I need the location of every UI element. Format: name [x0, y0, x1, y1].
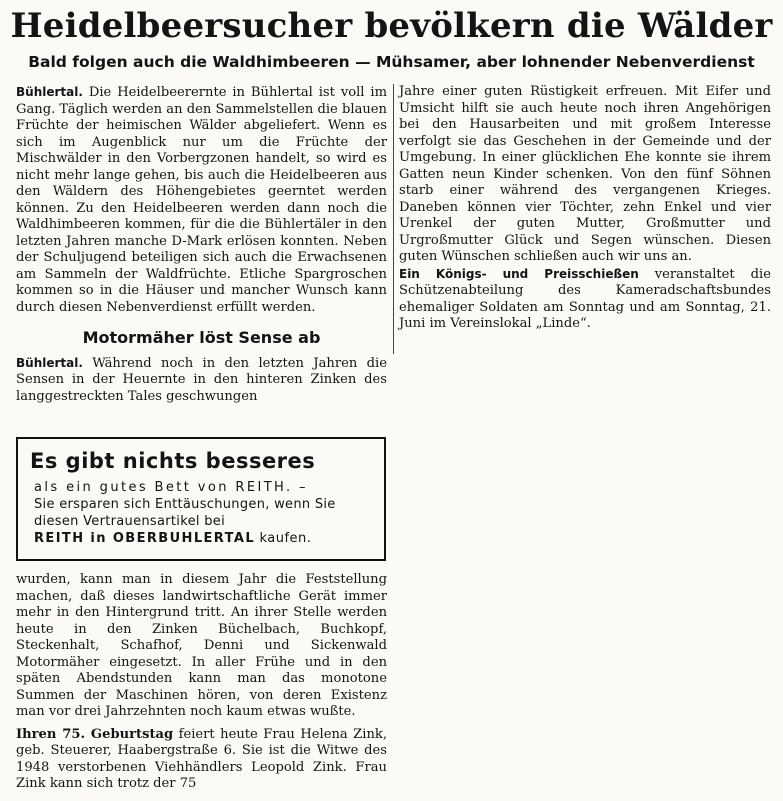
article-heidelbeeren [16, 84, 387, 316]
article-text: veranstaltet die Schützenabteilung des Kameradschaftsbundes ehemaliger Soldaten am Sonntag und am Sonntag, 21. Juni im Vereinslokal „Linde“. [399, 266, 771, 331]
article-geburtstag-part2: Jahre einer guten Rüstigkeit erfreuen. Mit Eifer und Umsicht hilft sie auch heute noch ihren Angehörigen bei den Hausarbeiten und mit großem Interesse verfolgt sie das Geschehen in der Gemeinde und der Umgebung. In einer glücklichen Ehe konnte sie ihrem Gatten neun Kinder schenken. Von den fünf Söhnen starb einer während des vergangenen Krieges. Daneben können vier Töchter, zehn Enkel und vier Urenkel der guten Mutter, Großmutter und Urgroßmutter Glück und Segen wünschen. Diesen guten Wünschen schließen auch wir uns an. [399, 84, 771, 264]
article-lead: Ein Königs- und Preisschießen [399, 266, 639, 281]
article-motormaeher-part1 [16, 355, 387, 406]
ad-title: Es gibt nichts besseres [30, 449, 316, 473]
subheadline: Bald folgen auch die Waldhimbeeren — Mühsamer, aber lohnender Nebenverdienst [28, 53, 755, 71]
article-motormaeher-part2: wurden, kann man in diesem Jahr die Feststellung machen, daß dieses landwirtschaftliche Gerät immer mehr in den Hintergrund tritt. An ihrer Stelle werden heute in den Zinken Büchelbach, Buchkopf, Steckenhalt, Schafhof, Denni und Sickenwald Motormäher eingesetzt. In aller Frühe und in den späten Abendstunden kann man das monotone Summen der Maschinen hören, von deren Existenz man vor drei Jahrzehnten noch kaum etwas wußte. [16, 572, 387, 719]
article-lead: Bühlertal. [16, 85, 83, 99]
ad-line: als ein gutes Bett von REITH. – [34, 480, 308, 495]
article-schiessen [399, 266, 771, 333]
headline: Heidelbeersucher bevölkern die Wälder [10, 6, 773, 46]
column-left-top [16, 84, 387, 405]
advertisement-box [16, 437, 386, 561]
article-title-motormaeher: Motormäher löst Sense ab [82, 328, 321, 347]
ad-line: Sie ersparen sich Enttäuschungen, wenn Sie [34, 497, 336, 512]
ad-shop-name: REITH in OBERBUHLERTAL [34, 531, 256, 546]
column-left-bottom [16, 572, 387, 793]
article-lead: Ihren 75. Geburtstag [16, 726, 174, 742]
article-text: Die Heidelbeerernte in Bühlertal ist voll im Gang. Täglich werden an den Sammelstellen die blauen Früchte der heimischen Wälder abgeliefert. Wenn es sich im Augenblick nur um die Früchte der Mischwälder in den Vorbergzonen handelt, so wird es nicht mehr lange gehen, bis auch die Heidelbeeren aus den Wäldern des Höhengebietes geerntet werden können. Zu den Heidelbeeren werden dann noch die Waldhimbeeren kommen, für die die Bühlertäler in den letzten Jahren manche D-Mark erlösen konnten. Neben der Schuljugend beteiligen sich auch die Erwachsenen am Sammeln der Waldfrüchte. Etliche Spargroschen kommen so in die Häuser und mancher Wunsch kann durch diesen Nebenverdienst erfüllt werden. [16, 85, 387, 315]
ad-line-shop [34, 530, 374, 547]
article-geburtstag-part1 [16, 727, 387, 793]
article-text: Während noch in den letzten Jahren die Sensen in der Heuernte in den hinteren Zinken des langgestreckten Tales geschwungen [16, 355, 387, 404]
article-lead: Bühlertal. [16, 355, 83, 370]
column-divider [393, 84, 394, 354]
ad-line-end: kaufen. [259, 531, 312, 546]
article-text: feiert heute Frau Helena Zink, geb. Steuerer, Haabergstraße 6. Sie ist die Witwe des 1948 verstorbenen Viehhändlers Leopold Zink. Frau Zink kann sich trotz der 75 [16, 726, 387, 791]
ad-line: diesen Vertrauensartikel bei [34, 514, 225, 529]
column-right [399, 84, 771, 333]
